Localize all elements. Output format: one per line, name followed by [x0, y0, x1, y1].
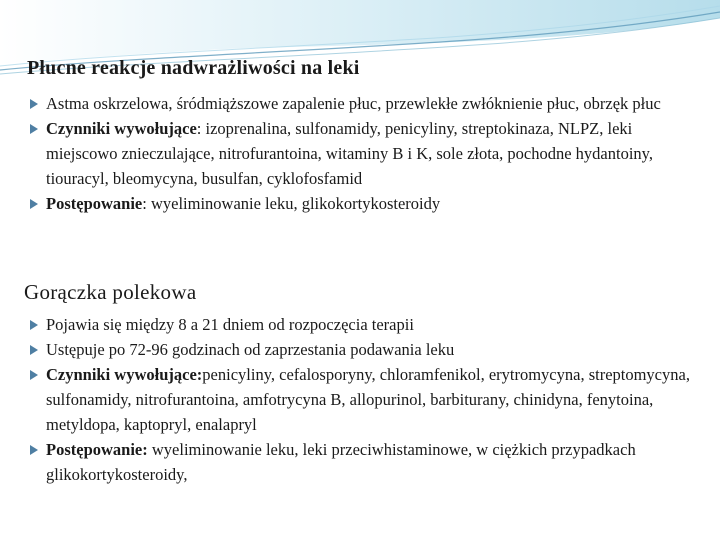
- list-item: [0, 362, 696, 437]
- item-text: : izoprenalina, sulfonamidy, penicyliny, streptokinaza, NLPZ, leki miejscowo znieczulające, nitrofurantoina, witaminy B i K, sole złota, pochodne hydantoiny, tiouracyl, bleomycyna, busulfan, cyklofosfamid: [46, 119, 653, 188]
- triangle-bullet-icon: [30, 445, 38, 455]
- drug-fever-list: [0, 312, 696, 487]
- list-item: [0, 191, 706, 216]
- list-item: [0, 437, 696, 487]
- item-lead: Czynniki wywołujące:: [46, 365, 203, 384]
- item-lead: Czynniki wywołujące: [46, 119, 197, 138]
- pulmonary-reactions-list: [0, 91, 706, 216]
- item-text: Astma oskrzelowa, śródmiąższowe zapalenie płuc, przewlekłe zwłóknienie płuc, obrzęk płuc: [46, 94, 661, 113]
- item-text: Pojawia się między 8 a 21 dniem od rozpoczęcia terapii: [46, 315, 414, 334]
- item-lead: Postępowanie: [46, 194, 143, 213]
- list-item: [0, 91, 706, 116]
- item-lead: Postępowanie:: [46, 440, 148, 459]
- triangle-bullet-icon: [30, 320, 38, 330]
- item-text: : wyeliminowanie leku, glikokortykosteroidy: [142, 194, 441, 213]
- item-text: penicyliny, cefalosporyny, chloramfenikol, erytromycyna, streptomycyna, sulfonamidy, nitrofurantoina, amfotrycyna B, allopurinol, barbiturany, chinidyna, fenytoina, metyldopa, kaptopryl, enalapryl: [46, 365, 690, 434]
- triangle-bullet-icon: [30, 370, 38, 380]
- triangle-bullet-icon: [30, 124, 38, 134]
- triangle-bullet-icon: [30, 99, 38, 109]
- item-text: Ustępuje po 72-96 godzinach od zaprzestania podawania leku: [46, 340, 455, 359]
- list-item: [0, 337, 696, 362]
- section-title-drug-fever: Gorączka polekowa: [24, 280, 197, 304]
- list-item: [0, 116, 706, 191]
- triangle-bullet-icon: [30, 199, 38, 209]
- triangle-bullet-icon: [30, 345, 38, 355]
- section-title-pulmonary: Płucne reakcje nadwrażliwości na leki: [27, 57, 360, 79]
- list-item: [0, 312, 696, 337]
- item-text: wyeliminowanie leku, leki przeciwhistaminowe, w ciężkich przypadkach glikokortykosteroidy,: [46, 440, 636, 484]
